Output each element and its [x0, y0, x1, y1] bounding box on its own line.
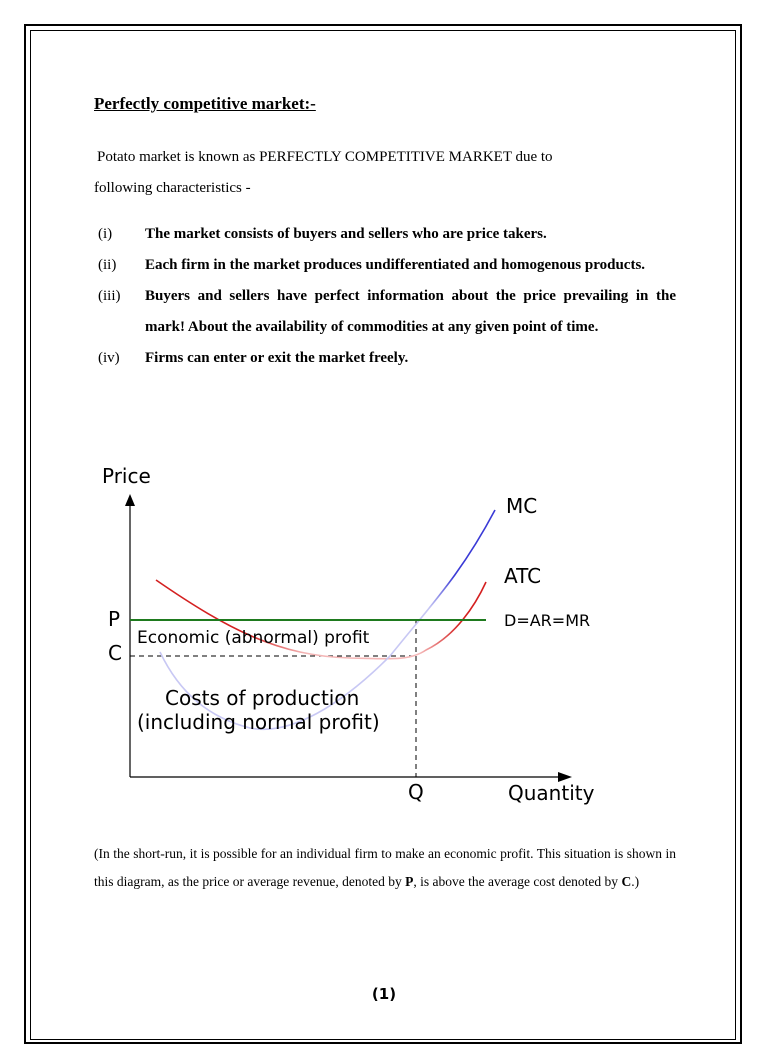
intro-paragraph: [94, 142, 684, 204]
quantity-tick-label: Q: [408, 780, 424, 804]
caption-cost-symbol: C: [621, 874, 632, 889]
list-item-number: (ii): [98, 257, 117, 273]
profit-area-label: Economic (abnormal) profit: [137, 628, 370, 648]
caption-price-symbol: P: [405, 874, 414, 889]
cost-area-label-1: Costs of production: [165, 686, 360, 710]
list-item-number: (iv): [98, 350, 120, 366]
mc-label: MC: [506, 494, 538, 518]
intro-line-1: Potato market is known as PERFECTLY COMPETITIVE MARKET due to: [97, 149, 553, 165]
page-number: (1): [371, 985, 397, 1003]
list-item-text: The market consists of buyers and sellers who are price takers.: [145, 226, 547, 242]
cost-area-label-2: (including normal profit): [137, 710, 380, 734]
list-item-text: Firms can enter or exit the market freely.: [145, 350, 409, 366]
list-item-number: (iii): [98, 288, 121, 304]
caption-text-3: .): [631, 874, 640, 889]
cost-tick-label: C: [108, 641, 122, 665]
caption-text-2: , is above the average cost denoted by: [413, 874, 622, 889]
characteristics-list: [98, 219, 676, 374]
diagram-caption: [94, 840, 676, 896]
y-axis-arrow-icon: [125, 494, 135, 506]
y-axis-label: Price: [102, 464, 151, 488]
cost-revenue-diagram: [90, 456, 620, 816]
list-item: [98, 343, 676, 374]
atc-label: ATC: [504, 564, 542, 588]
intro-line-2: following characteristics -: [94, 180, 251, 196]
list-item-number: (i): [98, 226, 113, 242]
demand-label: D=AR=MR: [504, 611, 591, 630]
list-item-text: Buyers and sellers have perfect information about the price prevailing in the mark! About the availability of commodities at any given point of time.: [145, 288, 676, 335]
x-axis-label: Quantity: [508, 781, 595, 805]
list-item: [98, 219, 676, 250]
caption-text-1: (In the short-run, it is possible for an individual firm to make an economic profit. This situation is shown in this diagram, as the price or average revenue, denoted by: [94, 846, 676, 889]
list-item: [98, 281, 676, 343]
price-tick-label: P: [108, 607, 121, 631]
section-heading: Perfectly competitive market:-: [94, 94, 316, 113]
list-item-text: Each firm in the market produces undifferentiated and homogenous products.: [145, 257, 646, 273]
list-item: [98, 250, 676, 281]
